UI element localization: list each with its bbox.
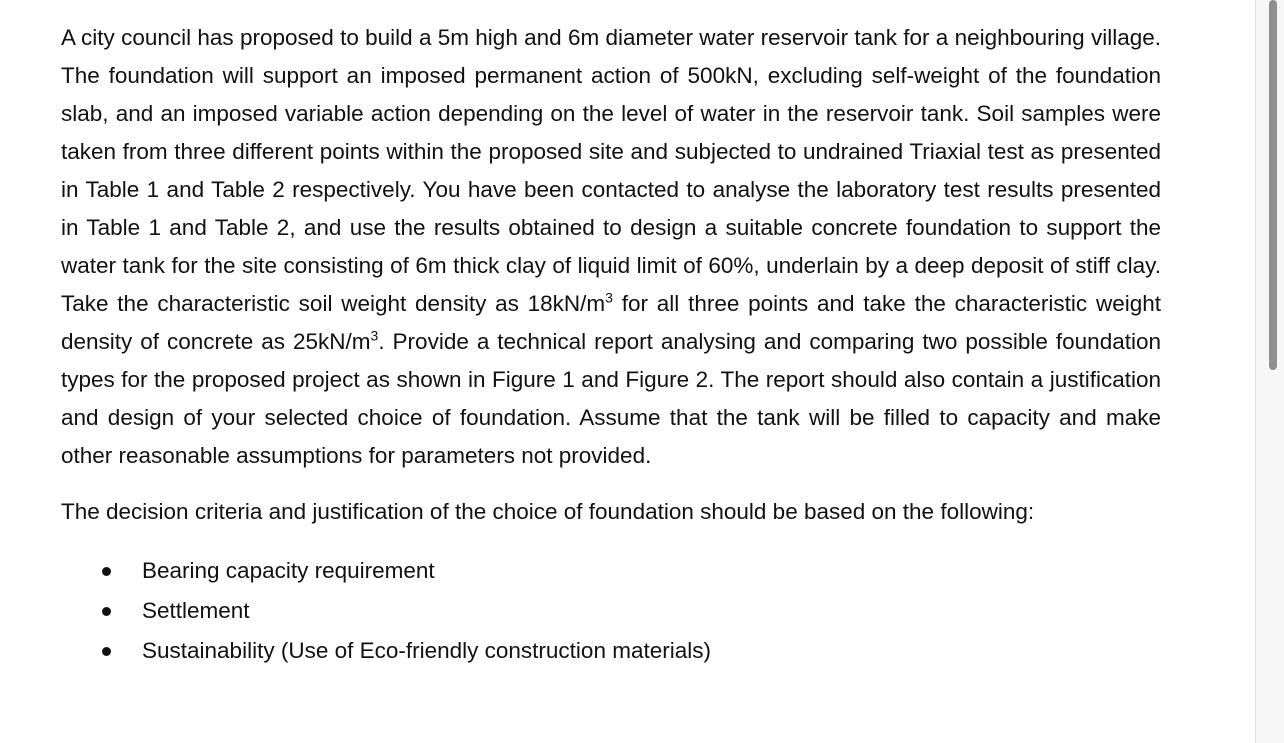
criteria-intro-paragraph: The decision criteria and justification of the choice of foundation should be based on the following: [61,499,1035,524]
scrollbar-thumb[interactable] [1269,0,1277,370]
bullet-icon [102,647,111,656]
list-item [61,631,1161,671]
list-item [61,551,1161,591]
bullet-icon [102,567,111,576]
criteria-item-label: Settlement [142,598,250,623]
intro-text-part-c: . Provide a technical report analysing and comparing two possible foundation types for the proposed project as shown in Figure 1 and Figure 2. The report should also contain a justification and design of your selected choice of foundation. Assume that the tank will be filled to capacity and make other reasonable assumptions for parameters not provided. [61,329,1161,468]
paragraph-spacer [61,475,1161,493]
intro-paragraph [61,19,1161,475]
criteria-item-label: Bearing capacity requirement [142,558,435,583]
vertical-scrollbar[interactable] [1255,0,1284,743]
superscript-cubed: 3 [370,327,379,344]
criteria-list [61,551,1161,671]
document-body [61,19,1161,671]
intro-text-part-b: for all three points and take the characteristic weight density of concrete as 25kN/m [61,291,1161,354]
superscript-cubed: 3 [605,289,613,306]
list-item [61,591,1161,631]
criteria-item-label: Sustainability (Use of Eco-friendly construction materials) [142,638,711,663]
bullet-icon [102,607,111,616]
intro-text-part-a: A city council has proposed to build a 5m high and 6m diameter water reservoir tank for a neighbouring village. The foundation will support an imposed permanent action of 500kN, excluding self-weight of the foundation slab, and an imposed variable action depending on the level of water in the reservoir tank. Soil samples were taken from three different points within the proposed site and subjected to undrained Triaxial test as presented in Table 1 and Table 2 respectively. You have been contacted to analyse the laboratory test results presented in Table 1 and Table 2, and use the results obtained to design a suitable concrete foundation to support the water tank for the site consisting of 6m thick clay of liquid limit of 60%, underlain by a deep deposit of stiff clay. Take the characteristic soil weight density as 18kN/m [61,25,1161,316]
